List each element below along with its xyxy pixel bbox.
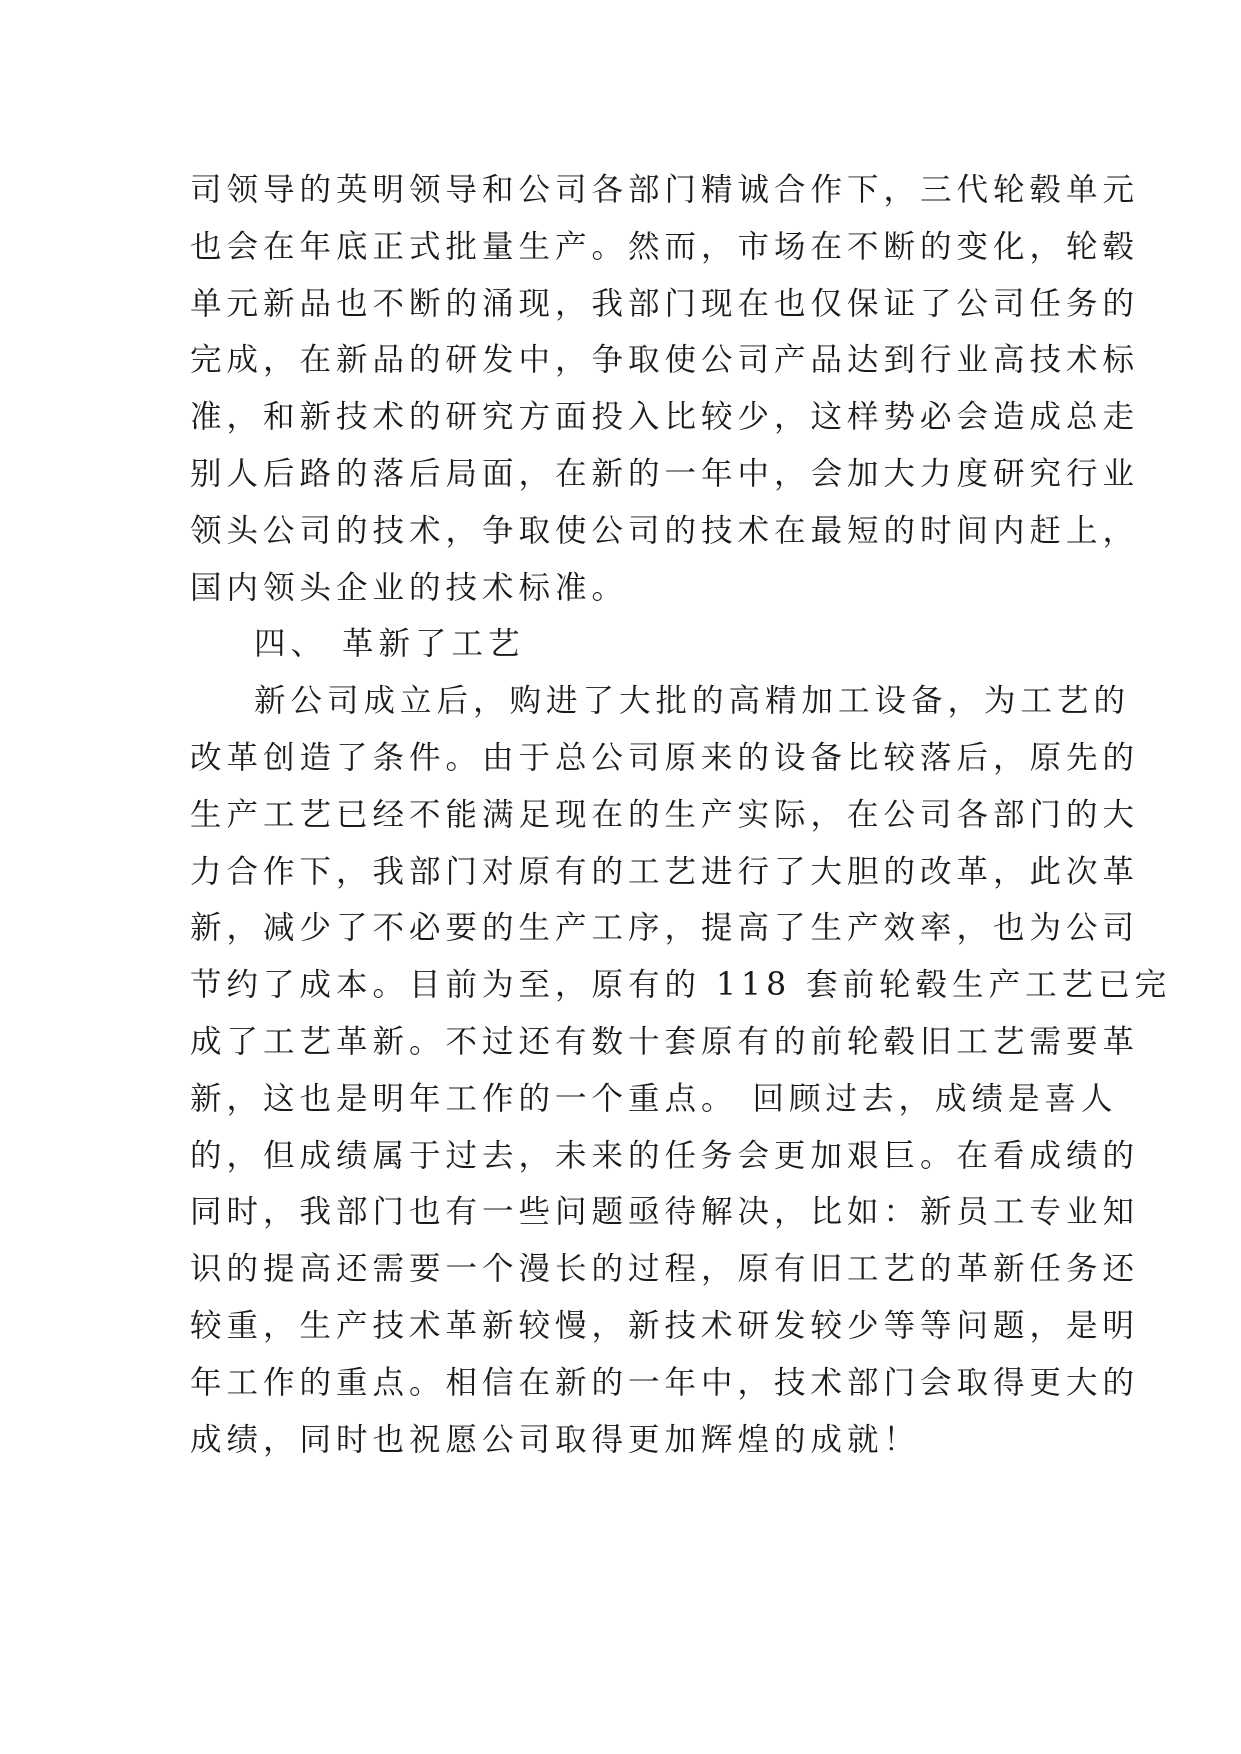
- text-line: 新，这也是明年工作的一个重点。 回顾过去，成绩是喜人: [190, 1080, 1118, 1117]
- text-line: 司领导的英明领导和公司各部门精诚合作下，三代轮毂单元: [190, 172, 1140, 208]
- text-line: 国内领头企业的技术标准。: [190, 569, 629, 606]
- text-line: 准，和新技术的研究方面投入比较少，这样势必会造成总走: [190, 399, 1140, 436]
- text-line: 成绩，同时也祝愿公司取得更加辉煌的成就！: [190, 1421, 921, 1458]
- text-line: 别人后路的落后局面，在新的一年中，会加大力度研究行业: [190, 455, 1140, 492]
- section-heading: 四、 革新了工艺: [254, 626, 525, 663]
- text-line: 改革创造了条件。由于总公司原来的设备比较落后，原先的: [190, 739, 1140, 776]
- text-line: 同时，我部门也有一些问题亟待解决，比如：新员工专业知: [190, 1194, 1140, 1231]
- text-line: 节约了成本。目前为至，原有的 118 套前轮毂生产工艺已完: [190, 967, 1172, 1004]
- text-line: 力合作下，我部门对原有的工艺进行了大胆的改革，此次革: [190, 853, 1140, 890]
- text-line: 完成，在新品的研发中，争取使公司产品达到行业高技术标: [190, 342, 1140, 379]
- text-line: 领头公司的技术，争取使公司的技术在最短的时间内赶上，: [190, 512, 1140, 549]
- text-line: 也会在年底正式批量生产。然而，市场在不断的变化，轮毂: [190, 228, 1140, 265]
- text-line: 新公司成立后，购进了大批的高精加工设备，为工艺的: [254, 683, 1131, 720]
- text-line: 成了工艺革新。不过还有数十套原有的前轮毂旧工艺需要革: [190, 1023, 1140, 1060]
- document-body: [190, 162, 1172, 1468]
- text-line: 年工作的重点。相信在新的一年中，技术部门会取得更大的: [190, 1364, 1140, 1401]
- text-line: 的，但成绩属于过去，未来的任务会更加艰巨。在看成绩的: [190, 1137, 1140, 1174]
- text-line: 较重，生产技术革新较慢，新技术研发较少等等问题，是明: [190, 1307, 1140, 1344]
- text-line: 新，减少了不必要的生产工序，提高了生产效率，也为公司: [190, 910, 1140, 947]
- text-line: 单元新品也不断的涌现，我部门现在也仅保证了公司任务的: [190, 285, 1140, 322]
- text-line: 生产工艺已经不能满足现在的生产实际，在公司各部门的大: [190, 796, 1140, 833]
- text-line: 识的提高还需要一个漫长的过程，原有旧工艺的革新任务还: [190, 1251, 1140, 1288]
